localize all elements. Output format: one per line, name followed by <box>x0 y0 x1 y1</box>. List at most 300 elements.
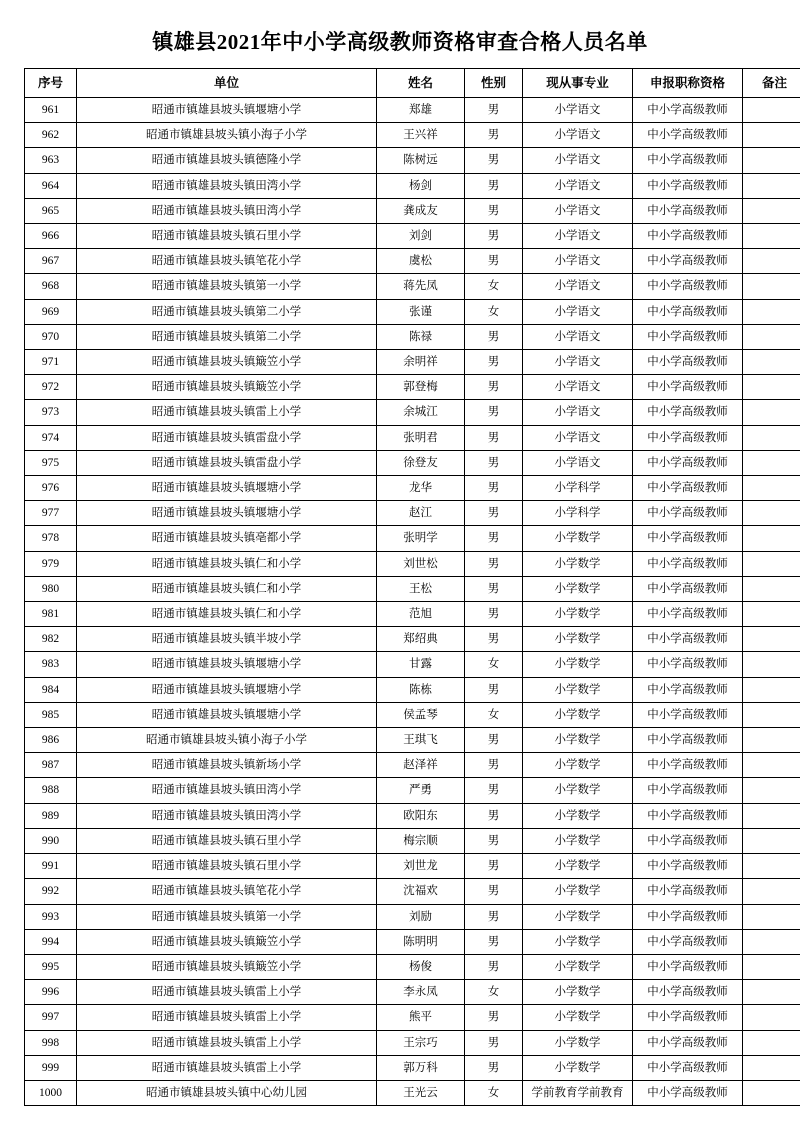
cell-gender: 男 <box>465 954 523 979</box>
cell-apply-title: 中小学高级教师 <box>633 224 743 249</box>
cell-gender: 女 <box>465 980 523 1005</box>
cell-seq: 984 <box>25 677 77 702</box>
table-row <box>25 677 800 702</box>
cell-unit: 昭通市镇雄县坡头镇田湾小学 <box>77 198 377 223</box>
cell-seq: 969 <box>25 299 77 324</box>
cell-major: 小学语文 <box>523 324 633 349</box>
table-row <box>25 1005 800 1030</box>
cell-gender: 女 <box>465 652 523 677</box>
cell-seq: 989 <box>25 803 77 828</box>
cell-major: 小学数学 <box>523 526 633 551</box>
cell-apply-title: 中小学高级教师 <box>633 400 743 425</box>
cell-major: 小学数学 <box>523 778 633 803</box>
cell-major: 小学语文 <box>523 123 633 148</box>
cell-apply-title: 中小学高级教师 <box>633 98 743 123</box>
table-row <box>25 1055 800 1080</box>
cell-unit: 昭通市镇雄县坡头镇雷上小学 <box>77 980 377 1005</box>
cell-apply-title: 中小学高级教师 <box>633 501 743 526</box>
cell-major: 小学语文 <box>523 198 633 223</box>
cell-remark <box>743 879 800 904</box>
cell-apply-title: 中小学高级教师 <box>633 980 743 1005</box>
cell-major: 小学语文 <box>523 148 633 173</box>
cell-gender: 男 <box>465 854 523 879</box>
cell-unit: 昭通市镇雄县坡头镇石里小学 <box>77 854 377 879</box>
cell-apply-title: 中小学高级教师 <box>633 198 743 223</box>
table-row <box>25 249 800 274</box>
table-row <box>25 123 800 148</box>
cell-seq: 971 <box>25 350 77 375</box>
cell-major: 小学数学 <box>523 753 633 778</box>
cell-major: 小学语文 <box>523 224 633 249</box>
cell-name: 梅宗顺 <box>377 828 465 853</box>
cell-unit: 昭通市镇雄县坡头镇第二小学 <box>77 324 377 349</box>
cell-apply-title: 中小学高级教师 <box>633 274 743 299</box>
cell-apply-title: 中小学高级教师 <box>633 627 743 652</box>
table-header-row <box>25 69 800 98</box>
cell-seq: 963 <box>25 148 77 173</box>
cell-name: 虞松 <box>377 249 465 274</box>
cell-gender: 女 <box>465 299 523 324</box>
cell-name: 甘露 <box>377 652 465 677</box>
cell-seq: 979 <box>25 551 77 576</box>
cell-seq: 988 <box>25 778 77 803</box>
cell-remark <box>743 677 800 702</box>
cell-remark <box>743 1030 800 1055</box>
cell-unit: 昭通市镇雄县坡头镇德隆小学 <box>77 148 377 173</box>
cell-major: 小学数学 <box>523 1005 633 1030</box>
cell-remark <box>743 224 800 249</box>
cell-major: 小学数学 <box>523 1055 633 1080</box>
cell-name: 李永凤 <box>377 980 465 1005</box>
cell-remark <box>743 576 800 601</box>
cell-remark <box>743 501 800 526</box>
cell-major: 小学数学 <box>523 602 633 627</box>
cell-unit: 昭通市镇雄县坡头镇簸笠小学 <box>77 929 377 954</box>
cell-major: 小学数学 <box>523 879 633 904</box>
cell-gender: 男 <box>465 803 523 828</box>
cell-seq: 972 <box>25 375 77 400</box>
cell-remark <box>743 602 800 627</box>
cell-name: 王琪飞 <box>377 728 465 753</box>
cell-apply-title: 中小学高级教师 <box>633 299 743 324</box>
cell-major: 小学数学 <box>523 728 633 753</box>
cell-seq: 985 <box>25 702 77 727</box>
cell-apply-title: 中小学高级教师 <box>633 652 743 677</box>
cell-apply-title: 中小学高级教师 <box>633 576 743 601</box>
cell-name: 赵泽祥 <box>377 753 465 778</box>
cell-major: 小学数学 <box>523 1030 633 1055</box>
cell-gender: 男 <box>465 627 523 652</box>
cell-unit: 昭通市镇雄县坡头镇仁和小学 <box>77 576 377 601</box>
cell-unit: 昭通市镇雄县坡头镇仁和小学 <box>77 602 377 627</box>
table-row <box>25 551 800 576</box>
cell-major: 小学数学 <box>523 677 633 702</box>
cell-unit: 昭通市镇雄县坡头镇新场小学 <box>77 753 377 778</box>
cell-unit: 昭通市镇雄县坡头镇堰塘小学 <box>77 677 377 702</box>
cell-remark <box>743 274 800 299</box>
table-row <box>25 753 800 778</box>
cell-gender: 男 <box>465 249 523 274</box>
table-row <box>25 576 800 601</box>
cell-seq: 962 <box>25 123 77 148</box>
cell-name: 陈栋 <box>377 677 465 702</box>
cell-name: 龚成友 <box>377 198 465 223</box>
cell-name: 范旭 <box>377 602 465 627</box>
cell-unit: 昭通市镇雄县坡头镇第一小学 <box>77 274 377 299</box>
cell-seq: 978 <box>25 526 77 551</box>
cell-apply-title: 中小学高级教师 <box>633 476 743 501</box>
cell-unit: 昭通市镇雄县坡头镇堰塘小学 <box>77 98 377 123</box>
cell-remark <box>743 904 800 929</box>
cell-apply-title: 中小学高级教师 <box>633 551 743 576</box>
cell-name: 张明君 <box>377 425 465 450</box>
table-row <box>25 98 800 123</box>
cell-seq: 964 <box>25 173 77 198</box>
cell-apply-title: 中小学高级教师 <box>633 1005 743 1030</box>
cell-remark <box>743 173 800 198</box>
cell-name: 王光云 <box>377 1080 465 1105</box>
cell-major: 小学数学 <box>523 980 633 1005</box>
cell-unit: 昭通市镇雄县坡头镇石里小学 <box>77 828 377 853</box>
cell-gender: 男 <box>465 375 523 400</box>
table-row <box>25 274 800 299</box>
cell-gender: 男 <box>465 224 523 249</box>
cell-seq: 995 <box>25 954 77 979</box>
cell-major: 小学语文 <box>523 299 633 324</box>
cell-unit: 昭通市镇雄县坡头镇堰塘小学 <box>77 652 377 677</box>
cell-apply-title: 中小学高级教师 <box>633 879 743 904</box>
table-row <box>25 627 800 652</box>
cell-remark <box>743 854 800 879</box>
cell-unit: 昭通市镇雄县坡头镇簸笠小学 <box>77 350 377 375</box>
cell-unit: 昭通市镇雄县坡头镇中心幼儿园 <box>77 1080 377 1105</box>
cell-gender: 女 <box>465 274 523 299</box>
cell-gender: 男 <box>465 526 523 551</box>
cell-name: 龙华 <box>377 476 465 501</box>
cell-seq: 987 <box>25 753 77 778</box>
table-row <box>25 425 800 450</box>
cell-name: 郑绍典 <box>377 627 465 652</box>
cell-gender: 男 <box>465 879 523 904</box>
cell-gender: 男 <box>465 576 523 601</box>
cell-seq: 982 <box>25 627 77 652</box>
cell-remark <box>743 249 800 274</box>
cell-unit: 昭通市镇雄县坡头镇簸笠小学 <box>77 954 377 979</box>
table-row <box>25 450 800 475</box>
cell-seq: 980 <box>25 576 77 601</box>
cell-unit: 昭通市镇雄县坡头镇田湾小学 <box>77 778 377 803</box>
table-row <box>25 879 800 904</box>
cell-gender: 男 <box>465 324 523 349</box>
cell-name: 刘励 <box>377 904 465 929</box>
table-row <box>25 828 800 853</box>
cell-name: 郑雄 <box>377 98 465 123</box>
cell-gender: 男 <box>465 400 523 425</box>
cell-remark <box>743 929 800 954</box>
cell-name: 欧阳东 <box>377 803 465 828</box>
cell-remark <box>743 476 800 501</box>
table-body <box>25 98 800 1106</box>
table-row <box>25 803 800 828</box>
cell-name: 徐登友 <box>377 450 465 475</box>
cell-apply-title: 中小学高级教师 <box>633 173 743 198</box>
cell-major: 小学数学 <box>523 828 633 853</box>
cell-major: 小学语文 <box>523 274 633 299</box>
cell-remark <box>743 1005 800 1030</box>
cell-remark <box>743 954 800 979</box>
column-header-gender: 性别 <box>465 69 523 98</box>
cell-seq: 992 <box>25 879 77 904</box>
cell-unit: 昭通市镇雄县坡头镇雷上小学 <box>77 1030 377 1055</box>
cell-remark <box>743 1080 800 1105</box>
cell-unit: 昭通市镇雄县坡头镇石里小学 <box>77 224 377 249</box>
cell-unit: 昭通市镇雄县坡头镇田湾小学 <box>77 803 377 828</box>
cell-major: 小学语文 <box>523 375 633 400</box>
cell-unit: 昭通市镇雄县坡头镇仁和小学 <box>77 551 377 576</box>
table-row <box>25 728 800 753</box>
cell-major: 小学数学 <box>523 576 633 601</box>
cell-gender: 男 <box>465 828 523 853</box>
cell-apply-title: 中小学高级教师 <box>633 1030 743 1055</box>
cell-unit: 昭通市镇雄县坡头镇雷上小学 <box>77 1055 377 1080</box>
cell-remark <box>743 702 800 727</box>
cell-unit: 昭通市镇雄县坡头镇雷盘小学 <box>77 450 377 475</box>
cell-apply-title: 中小学高级教师 <box>633 526 743 551</box>
cell-name: 张明学 <box>377 526 465 551</box>
cell-unit: 昭通市镇雄县坡头镇雷盘小学 <box>77 425 377 450</box>
cell-major: 小学数学 <box>523 652 633 677</box>
cell-apply-title: 中小学高级教师 <box>633 249 743 274</box>
cell-gender: 男 <box>465 602 523 627</box>
cell-seq: 976 <box>25 476 77 501</box>
cell-name: 王宗巧 <box>377 1030 465 1055</box>
cell-remark <box>743 450 800 475</box>
table-row <box>25 929 800 954</box>
cell-name: 陈树远 <box>377 148 465 173</box>
cell-major: 小学语文 <box>523 98 633 123</box>
cell-unit: 昭通市镇雄县坡头镇簸笠小学 <box>77 375 377 400</box>
cell-name: 刘剑 <box>377 224 465 249</box>
table-row <box>25 980 800 1005</box>
table-row <box>25 1030 800 1055</box>
cell-seq: 983 <box>25 652 77 677</box>
cell-remark <box>743 778 800 803</box>
cell-unit: 昭通市镇雄县坡头镇田湾小学 <box>77 173 377 198</box>
cell-seq: 996 <box>25 980 77 1005</box>
cell-unit: 昭通市镇雄县坡头镇小海子小学 <box>77 728 377 753</box>
table-row <box>25 702 800 727</box>
cell-remark <box>743 425 800 450</box>
table-row <box>25 350 800 375</box>
cell-remark <box>743 299 800 324</box>
column-header-name: 姓名 <box>377 69 465 98</box>
cell-apply-title: 中小学高级教师 <box>633 425 743 450</box>
cell-seq: 991 <box>25 854 77 879</box>
cell-remark <box>743 148 800 173</box>
table-row <box>25 173 800 198</box>
cell-unit: 昭通市镇雄县坡头镇半坡小学 <box>77 627 377 652</box>
cell-name: 陈禄 <box>377 324 465 349</box>
cell-gender: 男 <box>465 148 523 173</box>
cell-seq: 965 <box>25 198 77 223</box>
cell-seq: 981 <box>25 602 77 627</box>
cell-apply-title: 中小学高级教师 <box>633 753 743 778</box>
cell-name: 赵江 <box>377 501 465 526</box>
column-header-apply-title: 申报职称资格 <box>633 69 743 98</box>
cell-seq: 967 <box>25 249 77 274</box>
cell-major: 小学语文 <box>523 450 633 475</box>
table-row <box>25 476 800 501</box>
cell-name: 沈福欢 <box>377 879 465 904</box>
cell-apply-title: 中小学高级教师 <box>633 904 743 929</box>
cell-name: 侯孟琴 <box>377 702 465 727</box>
cell-major: 小学数学 <box>523 954 633 979</box>
cell-seq: 975 <box>25 450 77 475</box>
cell-apply-title: 中小学高级教师 <box>633 1080 743 1105</box>
cell-unit: 昭通市镇雄县坡头镇堰塘小学 <box>77 501 377 526</box>
cell-gender: 男 <box>465 350 523 375</box>
cell-major: 小学语文 <box>523 350 633 375</box>
cell-apply-title: 中小学高级教师 <box>633 828 743 853</box>
cell-major: 小学语文 <box>523 425 633 450</box>
table-row <box>25 602 800 627</box>
cell-seq: 998 <box>25 1030 77 1055</box>
cell-gender: 男 <box>465 929 523 954</box>
cell-unit: 昭通市镇雄县坡头镇雷上小学 <box>77 400 377 425</box>
cell-remark <box>743 828 800 853</box>
cell-gender: 女 <box>465 702 523 727</box>
cell-seq: 1000 <box>25 1080 77 1105</box>
cell-gender: 男 <box>465 904 523 929</box>
cell-apply-title: 中小学高级教师 <box>633 728 743 753</box>
cell-major: 学前教育学前教育 <box>523 1080 633 1105</box>
cell-name: 张谨 <box>377 299 465 324</box>
cell-gender: 男 <box>465 551 523 576</box>
cell-major: 小学数学 <box>523 803 633 828</box>
cell-apply-title: 中小学高级教师 <box>633 778 743 803</box>
cell-apply-title: 中小学高级教师 <box>633 803 743 828</box>
table-header <box>25 69 800 98</box>
cell-apply-title: 中小学高级教师 <box>633 702 743 727</box>
table-row <box>25 778 800 803</box>
cell-unit: 昭通市镇雄县坡头镇雷上小学 <box>77 1005 377 1030</box>
cell-major: 小学科学 <box>523 501 633 526</box>
cell-remark <box>743 803 800 828</box>
cell-gender: 男 <box>465 173 523 198</box>
cell-gender: 男 <box>465 778 523 803</box>
cell-name: 严勇 <box>377 778 465 803</box>
cell-remark <box>743 753 800 778</box>
page-title: 镇雄县2021年中小学高级教师资格审查合格人员名单 <box>152 30 648 54</box>
cell-seq: 973 <box>25 400 77 425</box>
cell-apply-title: 中小学高级教师 <box>633 123 743 148</box>
column-header-unit: 单位 <box>77 69 377 98</box>
cell-name: 陈明明 <box>377 929 465 954</box>
cell-apply-title: 中小学高级教师 <box>633 677 743 702</box>
cell-apply-title: 中小学高级教师 <box>633 375 743 400</box>
table-row <box>25 501 800 526</box>
cell-name: 杨俊 <box>377 954 465 979</box>
cell-remark <box>743 652 800 677</box>
cell-gender: 男 <box>465 450 523 475</box>
cell-major: 小学数学 <box>523 551 633 576</box>
column-header-seq: 序号 <box>25 69 77 98</box>
cell-seq: 977 <box>25 501 77 526</box>
cell-apply-title: 中小学高级教师 <box>633 954 743 979</box>
cell-unit: 昭通市镇雄县坡头镇堰塘小学 <box>77 702 377 727</box>
cell-name: 熊平 <box>377 1005 465 1030</box>
cell-gender: 男 <box>465 425 523 450</box>
cell-major: 小学语文 <box>523 400 633 425</box>
cell-apply-title: 中小学高级教师 <box>633 350 743 375</box>
cell-seq: 997 <box>25 1005 77 1030</box>
table-row <box>25 652 800 677</box>
roster-table <box>24 68 800 1106</box>
cell-gender: 女 <box>465 1080 523 1105</box>
cell-name: 杨剑 <box>377 173 465 198</box>
cell-remark <box>743 375 800 400</box>
cell-gender: 男 <box>465 1030 523 1055</box>
table-row <box>25 400 800 425</box>
cell-major: 小学数学 <box>523 929 633 954</box>
cell-name: 王松 <box>377 576 465 601</box>
column-header-remark: 备注 <box>743 69 800 98</box>
cell-gender: 男 <box>465 123 523 148</box>
cell-seq: 968 <box>25 274 77 299</box>
cell-seq: 961 <box>25 98 77 123</box>
cell-name: 郭万科 <box>377 1055 465 1080</box>
cell-remark <box>743 198 800 223</box>
cell-apply-title: 中小学高级教师 <box>633 148 743 173</box>
cell-gender: 男 <box>465 476 523 501</box>
cell-name: 余明祥 <box>377 350 465 375</box>
cell-major: 小学数学 <box>523 904 633 929</box>
table-row <box>25 299 800 324</box>
cell-remark <box>743 526 800 551</box>
cell-major: 小学科学 <box>523 476 633 501</box>
cell-unit: 昭通市镇雄县坡头镇笔花小学 <box>77 249 377 274</box>
cell-remark <box>743 324 800 349</box>
cell-gender: 男 <box>465 1055 523 1080</box>
cell-name: 刘世龙 <box>377 854 465 879</box>
cell-unit: 昭通市镇雄县坡头镇亳都小学 <box>77 526 377 551</box>
cell-unit: 昭通市镇雄县坡头镇堰塘小学 <box>77 476 377 501</box>
cell-name: 余城江 <box>377 400 465 425</box>
cell-seq: 986 <box>25 728 77 753</box>
cell-remark <box>743 551 800 576</box>
cell-unit: 昭通市镇雄县坡头镇小海子小学 <box>77 123 377 148</box>
cell-seq: 990 <box>25 828 77 853</box>
cell-gender: 男 <box>465 753 523 778</box>
cell-remark <box>743 123 800 148</box>
cell-remark <box>743 728 800 753</box>
cell-seq: 974 <box>25 425 77 450</box>
cell-remark <box>743 1055 800 1080</box>
cell-gender: 男 <box>465 728 523 753</box>
cell-seq: 966 <box>25 224 77 249</box>
cell-remark <box>743 400 800 425</box>
cell-unit: 昭通市镇雄县坡头镇第一小学 <box>77 904 377 929</box>
cell-gender: 男 <box>465 98 523 123</box>
cell-name: 刘世松 <box>377 551 465 576</box>
cell-remark <box>743 98 800 123</box>
table-row <box>25 198 800 223</box>
table-row <box>25 954 800 979</box>
table-row <box>25 224 800 249</box>
cell-gender: 男 <box>465 1005 523 1030</box>
cell-remark <box>743 980 800 1005</box>
table-row <box>25 526 800 551</box>
